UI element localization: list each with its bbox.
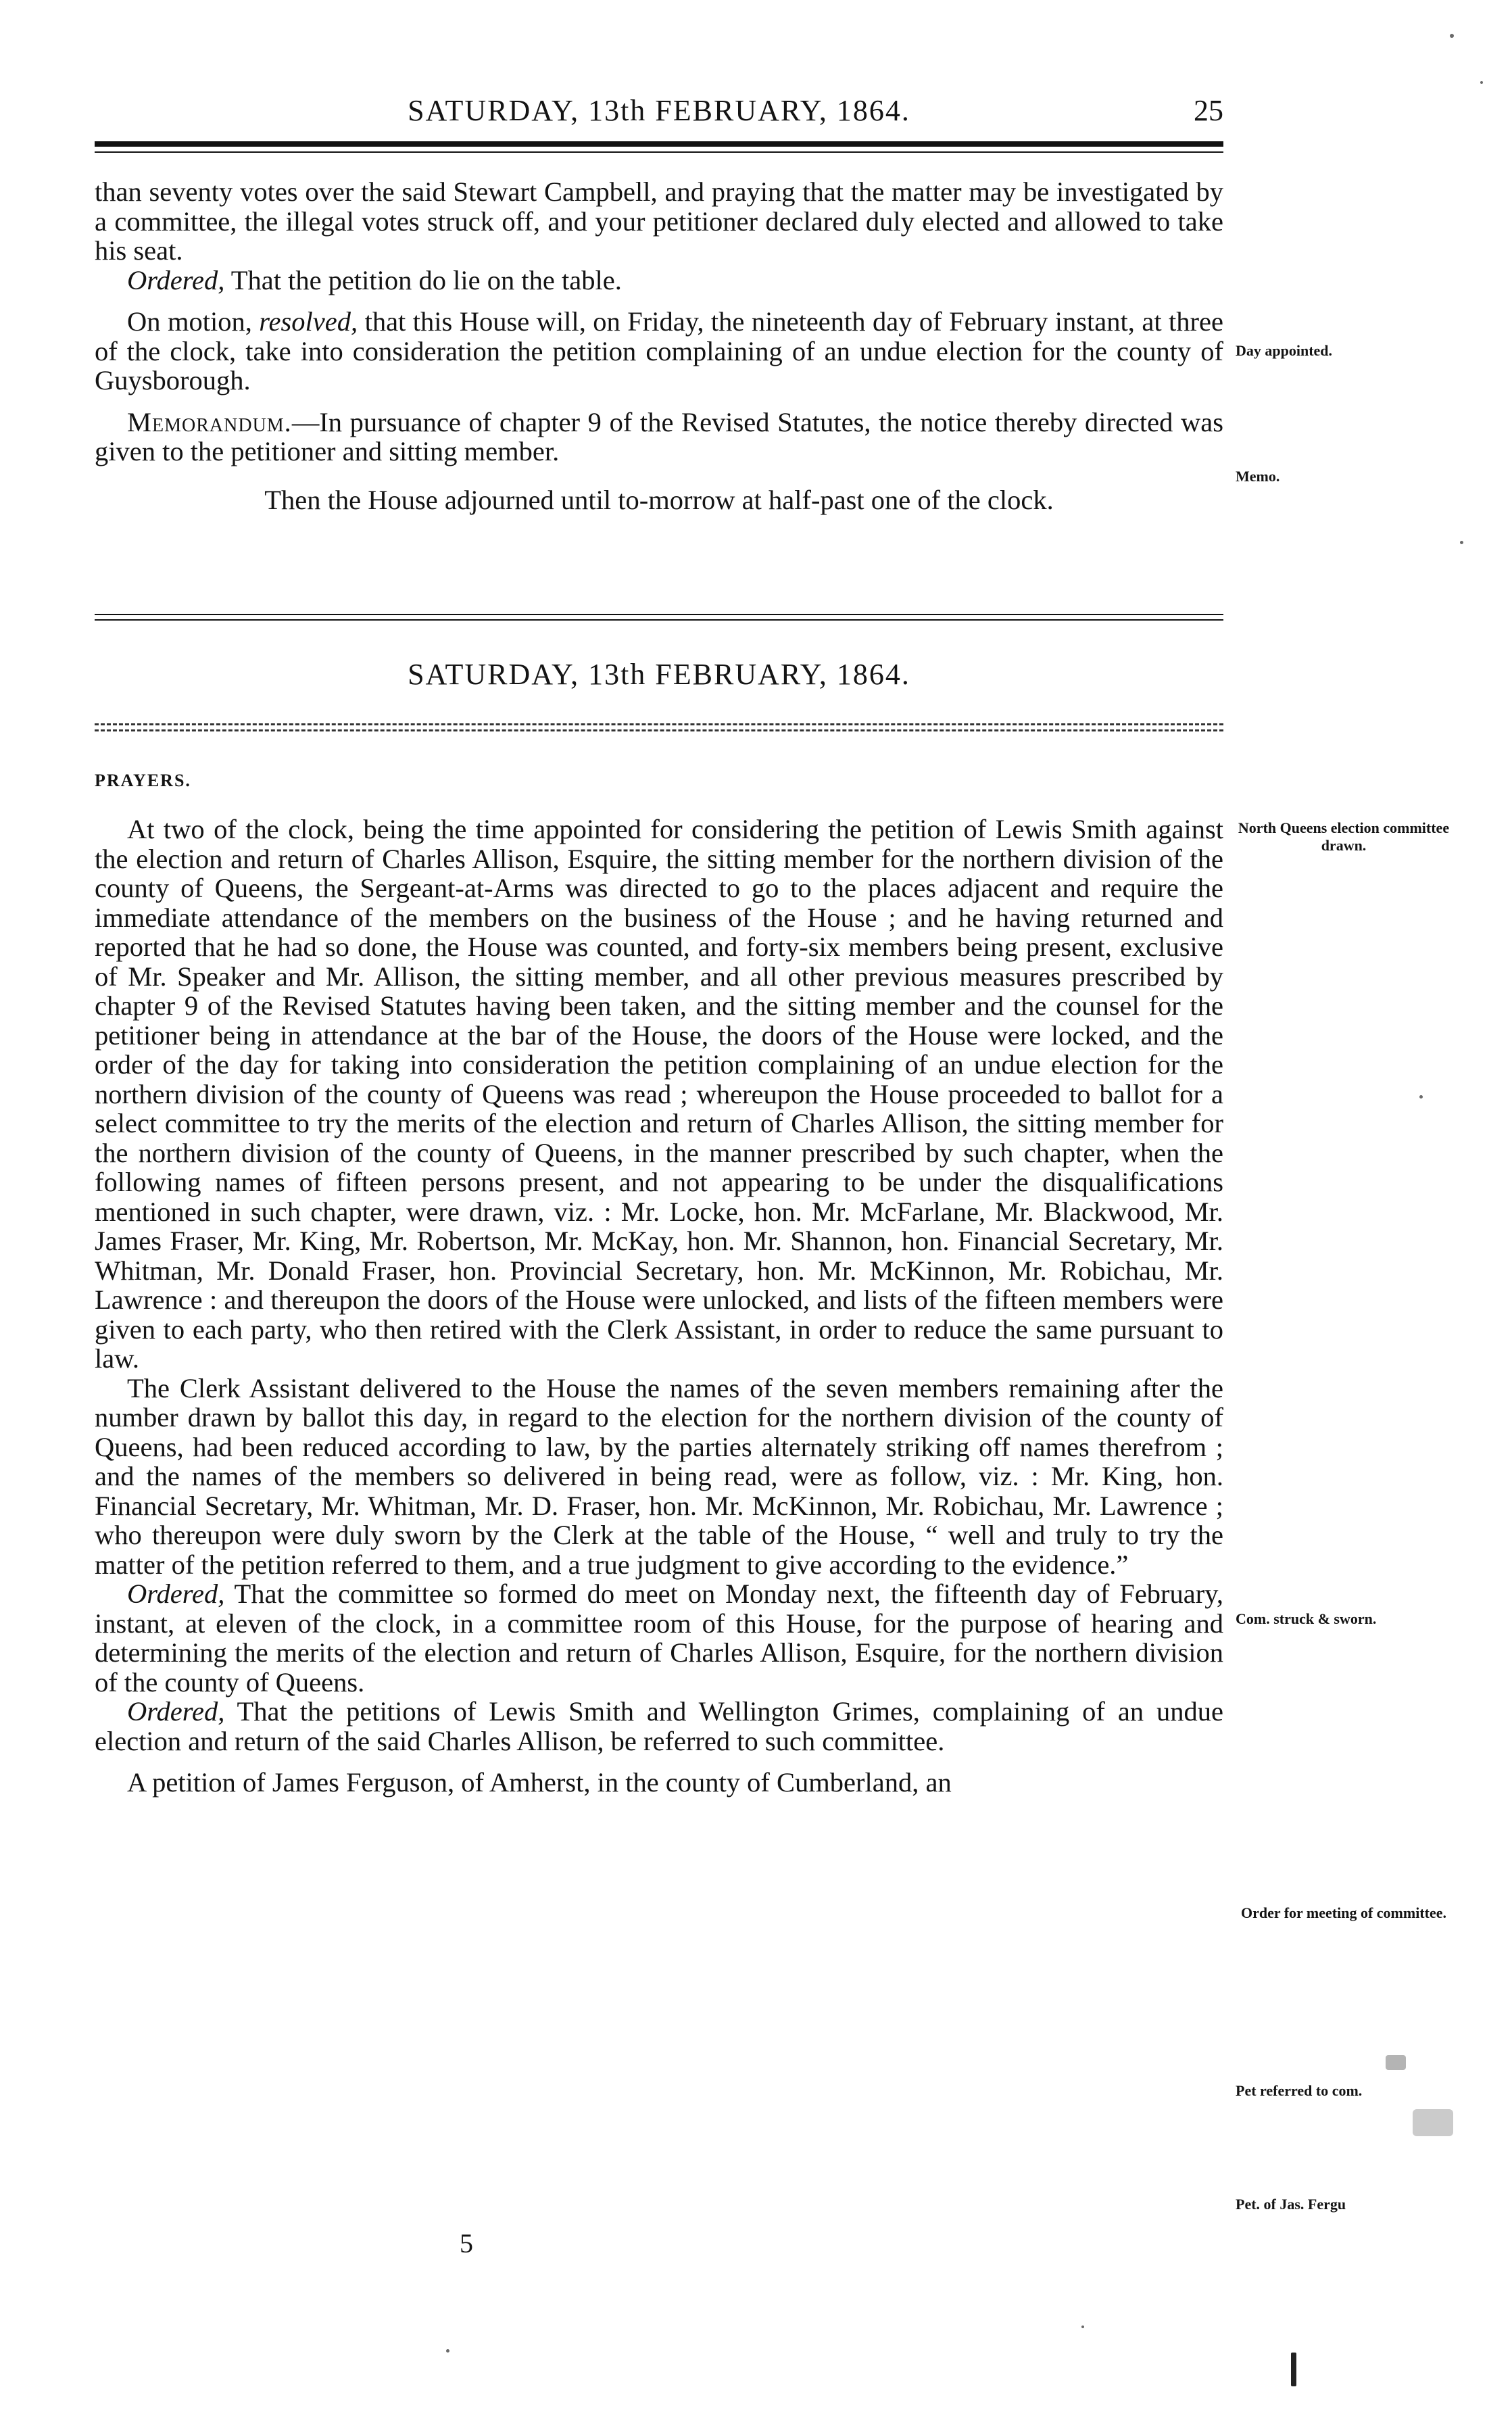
memorandum-text: —In pursuance of chapter 9 of the Revised Statutes, the notice thereby directed was given to the petitioner and sitting member.	[95, 406, 1223, 466]
ordered-label: Ordered,	[127, 1578, 225, 1609]
section-rule-dashed	[95, 723, 1223, 725]
margin-note-pet-jas: Pet. of Jas. Fergu	[1236, 2196, 1346, 2213]
margin-note-day-appointed: Day appointed.	[1236, 342, 1333, 359]
memorandum-label: Memorandum.	[127, 406, 292, 437]
scan-speck	[1450, 34, 1454, 38]
memorandum-paragraph	[95, 408, 1223, 466]
ordered-lie-paragraph	[95, 266, 1223, 295]
order-meeting-paragraph	[95, 1579, 1223, 1697]
section-title: SATURDAY, 13th FEBRUARY, 1864.	[408, 658, 910, 691]
section-rule-dashed-2	[95, 729, 1223, 731]
resolved-intro: On motion,	[127, 306, 260, 337]
resolved-text: that this House will, on Friday, the nineteenth day of February instant, at three of the clock, take into consideration the petition complaining of an undue election for the county of Guysborough.	[95, 306, 1223, 395]
scan-speck	[1460, 541, 1463, 544]
scan-speck	[446, 2349, 449, 2353]
adjournment-paragraph: Then the House adjourned until to-morrow at half-past one of the clock.	[264, 484, 1054, 515]
scan-speck	[1480, 81, 1483, 84]
ordered-text: That the petitions of Lewis Smith and Wellington Grimes, complaining of an undue election and return of the said Charles Allison, be referred to such committee.	[95, 1696, 1223, 1756]
clerk-assistant-paragraph: The Clerk Assistant delivered to the House the names of the seven members remaining after the number drawn by ballot this day, in regard to the election for the northern division of the county of Queens, had been reduced according to law, by the parties alternately striking off names therefrom ; and the names of the members so delivered in being read, were as follow, viz. : Mr. King, hon. Financial Secretary, Mr. Whitman, Mr. D. Fraser, hon. Mr. McKinnon, Mr. Robichau, Mr. Lawrence ; who thereupon were duly sworn by the Clerk at the table of the House, “ well and truly to try the matter of the petition referred to them, and a true judgment to give according to the evidence.”	[95, 1372, 1223, 1580]
ballot-paragraph: At two of the clock, being the time appointed for considering the petition of Lewis Smith against the election and return of Charles Allison, Esquire, the sitting member for the northern division of the county of Queens, the Sergeant-at-Arms was directed to go to the places adjacent and require the immediate attendance of the members on the business of the House ; and he having returned and reported that he had so done, the House was counted, and forty-six members being present, exclusive of Mr. Speaker and Mr. Allison, the sitting member, and all other previous measures prescribed by chapter 9 of the Revised Statutes having been taken, and the sitting member and the counsel for the petitioner being in attendance at the bar of the House, the doors of the House were locked, and the order of the day for taking into consideration the petition complaining of an undue election for the northern division of the county of Queens was read ; whereupon the House proceeded to ballot for a select committee to try the merits of the election and return of Charles Allison, the sitting member for the northern division of the county of Queens, in the manner prescribed by such chapter, when the following names of fifteen persons present, and not appearing to be under the disqualifications mentioned in such chapter, were drawn, viz. : Mr. Locke, hon. Mr. McFarlane, Mr. Blackwood, Mr. James Fraser, Mr. King, Mr. Robertson, Mr. McKay, hon. Mr. Shannon, hon. Financial Secretary, Mr. Whitman, Mr. Donald Fraser, hon. Provincial Secretary, hon. Mr. McKinnon, Mr. Robichau, Mr. Lawrence : and thereupon the doors of the House were unlocked, and lists of the fifteen members were given to each party, who then retired with the Clerk Assistant, in order to reduce the same pursuant to law.	[95, 814, 1223, 1374]
margin-note-north-queens: North Queens election committee drawn.	[1238, 819, 1450, 854]
ordered-text: That the committee so formed do meet on Monday next, the fifteenth day of February, instant, at eleven of the clock, in a committee room of this House, for the purpose of hearing and determining the merits of the election and return of Charles Allison, Esquire, for the northern division of the county of Queens.	[95, 1578, 1223, 1697]
ordered-label: Ordered,	[127, 1696, 225, 1727]
resolved-label: resolved,	[259, 306, 358, 337]
scan-smudge	[1386, 2055, 1406, 2070]
running-head	[95, 87, 1223, 134]
top-text-block	[95, 177, 1223, 514]
petitions-referred-paragraph	[95, 1697, 1223, 1756]
scan-smudge	[1413, 2109, 1453, 2136]
section-rule-top-2	[95, 619, 1223, 621]
continuation-paragraph: than seventy votes over the said Stewart Campbell, and praying that the matter may be investigated by a committee, the illegal votes struck off, and your petitioner declared duly elected and allowed to take his seat.	[95, 176, 1223, 266]
folio-mark: 5	[460, 2228, 473, 2259]
section-rule-top	[95, 614, 1223, 615]
header-rule-thin	[95, 151, 1223, 153]
ferguson-petition-paragraph: A petition of James Ferguson, of Amherst, in the county of Cumberland, an	[127, 1767, 952, 1798]
page-number: 25	[1194, 94, 1223, 127]
header-rule-thick	[95, 141, 1223, 147]
scan-mark	[1291, 2353, 1296, 2386]
margin-note-pet-referred: Pet referred to com.	[1236, 2082, 1363, 2099]
ordered-label: Ordered,	[127, 264, 225, 295]
scan-speck	[1081, 2325, 1084, 2328]
prayers-heading: PRAYERS.	[95, 771, 191, 790]
margin-note-memo: Memo.	[1236, 468, 1280, 485]
margin-note-order-meeting: Order for meeting of committee.	[1240, 1904, 1446, 1921]
scan-speck	[1419, 1095, 1423, 1099]
margin-note-com-struck: Com. struck & sworn.	[1236, 1610, 1377, 1627]
running-head-title: SATURDAY, 13th FEBRUARY, 1864.	[408, 94, 910, 127]
ordered-text: That the petition do lie on the table.	[224, 264, 622, 295]
main-text-block	[95, 815, 1223, 1798]
resolved-paragraph	[95, 307, 1223, 395]
